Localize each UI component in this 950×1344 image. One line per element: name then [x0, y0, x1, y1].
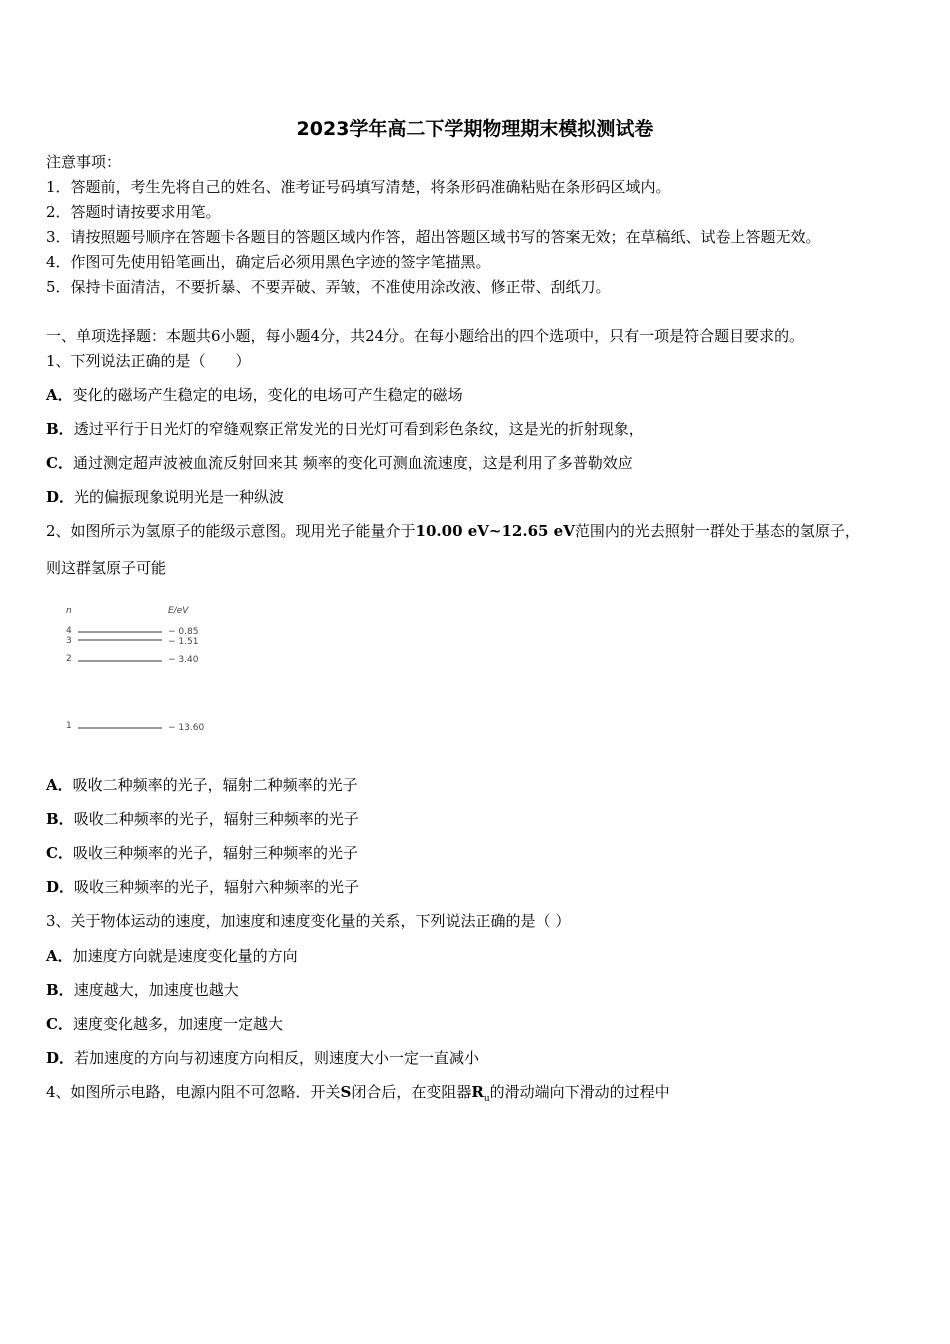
stem-text: 范围内的光去照射一群处于基态的氢原子，	[574, 522, 860, 540]
notice-item: 2．答题时请按要求用笔。	[46, 203, 221, 221]
q1-option-a	[46, 385, 463, 405]
level-n-label: 2	[66, 654, 72, 664]
axis-label-energy: E/eV	[168, 606, 189, 616]
stem-text: 4、如图所示电路，电源内阻不可忽略．开关	[46, 1083, 341, 1101]
option-label: A．	[46, 386, 73, 404]
level-n-label: 3	[66, 636, 72, 646]
option-label: A．	[46, 947, 73, 965]
question-1-stem: 1、下列说法正确的是（ ）	[46, 352, 251, 370]
stem-text: 2、如图所示为氢原子的能级示意图。现用光子能量介于	[46, 522, 416, 540]
question-4-stem	[46, 1082, 670, 1109]
question-2-stem-line2: 则这群氢原子可能	[46, 559, 167, 577]
option-label: D．	[46, 488, 75, 506]
notice-heading: 注意事项：	[46, 153, 122, 171]
level-energy-label: − 13.60	[168, 723, 205, 733]
question-2-stem	[46, 521, 860, 541]
option-label: A．	[46, 776, 73, 794]
option-text: 加速度方向就是速度变化量的方向	[72, 947, 298, 965]
option-text: 速度越大，加速度也越大	[73, 981, 239, 999]
q3-option-b	[46, 980, 239, 1000]
exam-title: 2023学年高二下学期物理期末模拟测试卷	[296, 118, 654, 140]
notice-item: 3．请按照题号顺序在答题卡各题目的答题区域内作答，超出答题区域书写的答案无效；在草稿纸、试卷上答题无效。	[46, 228, 821, 246]
q3-option-c	[46, 1014, 283, 1034]
section-heading: 一、单项选择题：本题共6小题，每小题4分，共24分。在每小题给出的四个选项中，只有一项是符合题目要求的。	[46, 327, 805, 345]
energy-level-diagram	[62, 600, 222, 740]
q1-option-b	[46, 419, 644, 439]
resistor-symbol: R	[471, 1083, 484, 1101]
option-text: 通过测定超声波被血流反射回来其 频率的变化可测血流速度，这是利用了多普勒效应	[72, 454, 633, 472]
option-label: C．	[46, 454, 73, 472]
option-label: C．	[46, 1015, 73, 1033]
option-text: 光的偏振现象说明光是一种纵波	[74, 488, 285, 506]
q1-option-d	[46, 487, 284, 507]
option-label: C．	[46, 844, 73, 862]
axis-label-n: n	[66, 606, 72, 616]
option-label: B．	[46, 810, 74, 828]
option-label: D．	[46, 1049, 75, 1067]
level-energy-label: − 3.40	[168, 655, 199, 665]
option-label: B．	[46, 981, 74, 999]
option-text: 吸收二种频率的光子，辐射二种频率的光子	[72, 776, 358, 794]
energy-range: 10.00 eV~12.65 eV	[415, 522, 575, 540]
level-n-label: 4	[66, 626, 72, 636]
q2-option-c	[46, 843, 358, 863]
option-text: 速度变化越多，加速度一定越大	[72, 1015, 283, 1033]
option-text: 透过平行于日光灯的窄缝观察正常发光的日光灯可看到彩色条纹，这是光的折射现象，	[73, 420, 644, 438]
switch-symbol: S	[340, 1083, 352, 1101]
notice-item: 4．作图可先使用铅笔画出，确定后必须用黑色字迹的签字笔描黑。	[46, 253, 491, 271]
option-text: 吸收二种频率的光子，辐射三种频率的光子	[73, 810, 359, 828]
option-label: D．	[46, 878, 75, 896]
level-energy-label: − 0.85	[168, 627, 199, 637]
level-n-label: 1	[66, 721, 72, 731]
option-text: 吸收三种频率的光子，辐射六种频率的光子	[74, 878, 360, 896]
option-label: B．	[46, 420, 74, 438]
q1-option-c	[46, 453, 633, 473]
level-energy-label: − 1.51	[168, 637, 199, 647]
notice-item: 5．保持卡面清洁，不要折暴、不要弄破、弄皱，不准使用涂改液、修正带、刮纸刀。	[46, 278, 611, 296]
stem-text: 的滑动端向下滑动的过程中	[489, 1083, 670, 1101]
resistor-subscript: u	[483, 1094, 490, 1104]
option-text: 变化的磁场产生稳定的电场，变化的电场可产生稳定的磁场	[72, 386, 463, 404]
question-3-stem: 3、关于物体运动的速度，加速度和速度变化量的关系，下列说法正确的是（ ）	[46, 912, 571, 930]
stem-text: 闭合后，在变阻器	[351, 1083, 472, 1101]
option-text: 若加速度的方向与初速度方向相反，则速度大小一定一直减小	[74, 1049, 480, 1067]
notice-item: 1．答题前，考生先将自己的姓名、准考证号码填写清楚，将条形码准确粘贴在条形码区域内。	[46, 178, 671, 196]
q2-option-a	[46, 775, 358, 795]
option-text: 吸收三种频率的光子，辐射三种频率的光子	[72, 844, 358, 862]
q2-option-d	[46, 877, 359, 897]
q2-option-b	[46, 809, 359, 829]
q3-option-a	[46, 946, 298, 966]
q3-option-d	[46, 1048, 479, 1068]
